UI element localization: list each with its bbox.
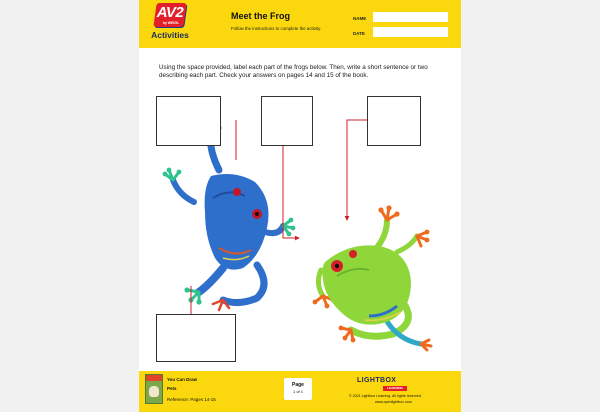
copyright-text: © 2021 Lightbox Learning. All rights reserved. xyxy=(349,394,422,398)
green-frog xyxy=(313,205,431,350)
website-link[interactable]: www.openlightbox.com xyxy=(375,400,412,404)
logo-subtext: by WEIGL xyxy=(162,21,180,25)
logo-activities-label: Activities xyxy=(151,30,189,40)
book-series: You Can Draw xyxy=(167,377,198,382)
worksheet-page xyxy=(139,0,461,412)
page-title: Meet the Frog xyxy=(231,11,291,21)
date-label: DATE xyxy=(353,31,365,36)
page-number: 1 of 1 xyxy=(292,389,303,394)
name-label: NAME xyxy=(353,16,367,21)
book-cover-image xyxy=(145,374,163,404)
label-box-top-left[interactable] xyxy=(156,96,221,146)
footer-bar xyxy=(139,371,461,412)
reference-pages: Reference: Pages 14-15 xyxy=(167,397,216,402)
label-box-top-right[interactable] xyxy=(367,96,421,146)
label-box-top-middle[interactable] xyxy=(261,96,313,146)
page-label: Page xyxy=(292,382,304,388)
label-box-bottom-left[interactable] xyxy=(156,314,236,362)
page-subtitle: Follow the instructions to complete the activity. xyxy=(231,26,322,31)
blue-frog xyxy=(163,121,296,310)
book-title: Pets xyxy=(167,386,177,391)
lightbox-tag: LEARNING xyxy=(383,386,407,391)
instructions-text: Using the space provided, label each part of the frogs below. Then, write a short sentence or two describing each part. Check your answers on pages 14 and 15 of the book. xyxy=(159,64,428,80)
page-indicator xyxy=(284,378,312,400)
lightbox-logo: LIGHTBOX xyxy=(357,377,397,384)
logo-text: AV2 xyxy=(156,4,184,21)
